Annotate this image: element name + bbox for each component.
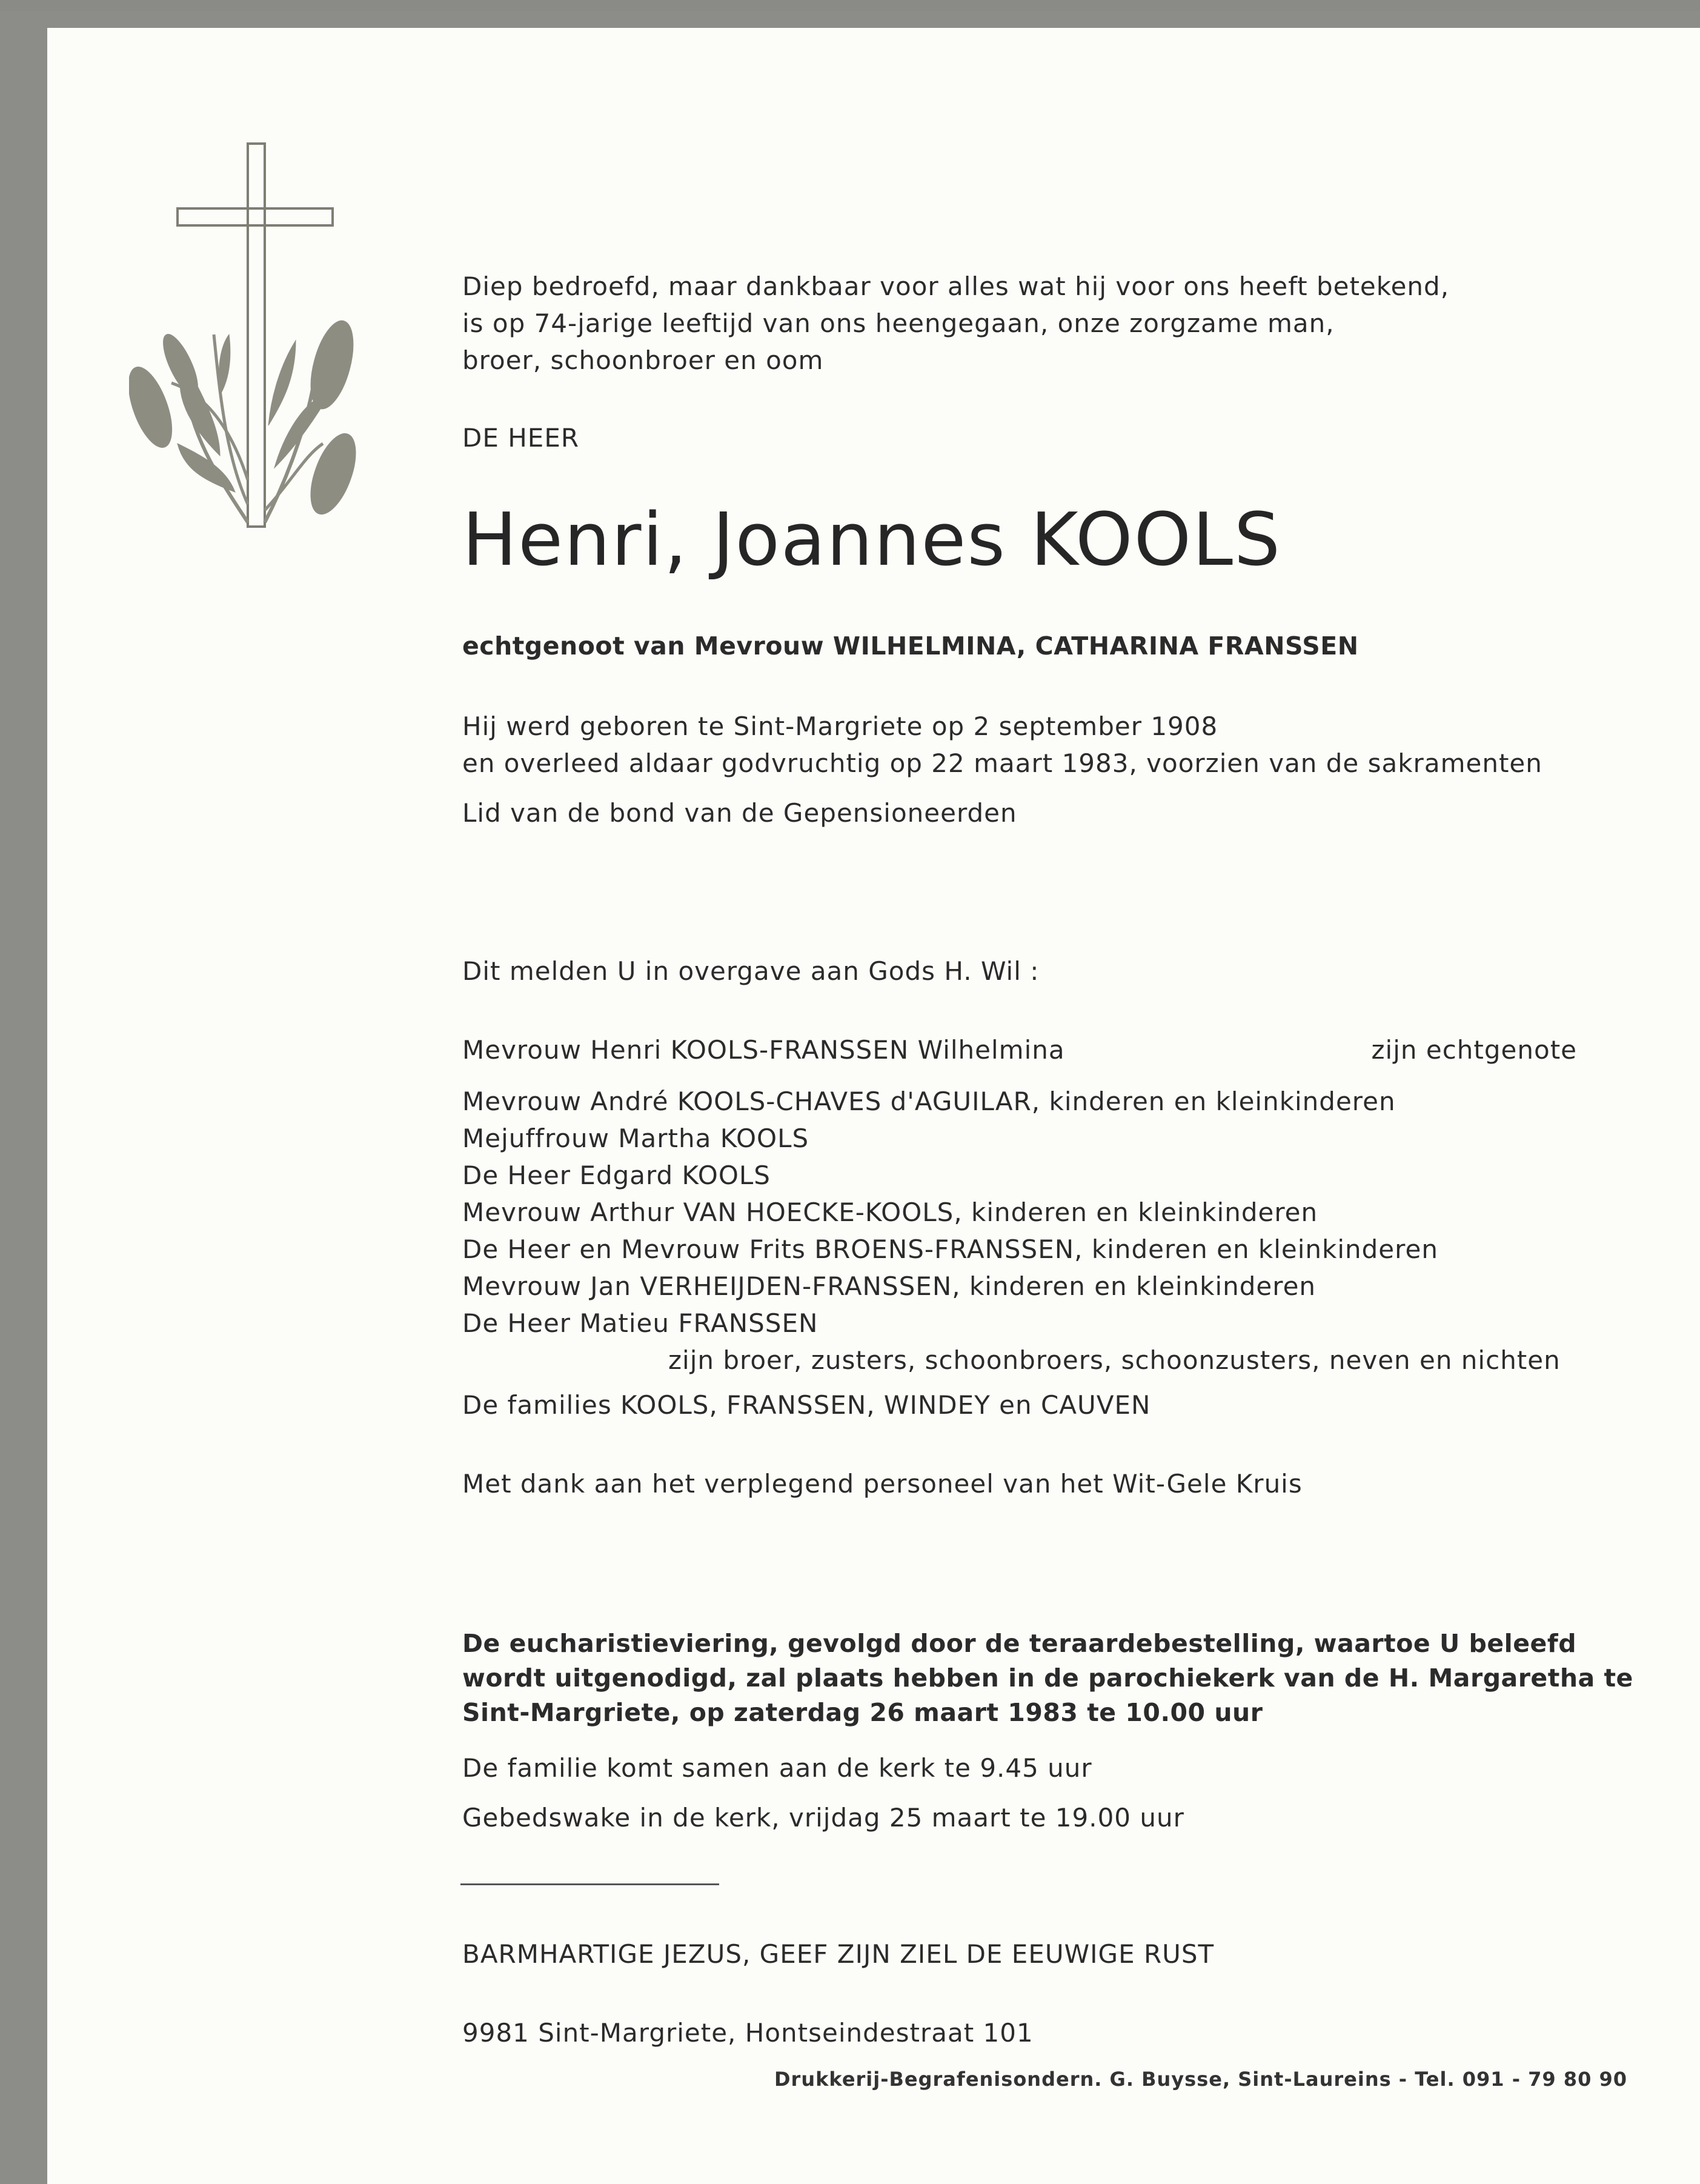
family-member: Mevrouw André KOOLS-CHAVES d'AGUILAR, kinderen en kleinkinderen [462,1087,1396,1116]
honorific: DE HEER [462,423,580,453]
family-member: De Heer Edgard KOOLS [462,1160,771,1190]
spouse-line: echtgenoot van Mevrouw WILHELMINA, CATHARINA FRANSSEN [462,631,1359,661]
prayer-line: BARMHARTIGE JEZUS, GEEF ZIJN ZIEL DE EEUWIGE RUST [462,1939,1215,1969]
family-members [462,1083,1644,1379]
intro-text [462,268,1644,379]
deceased-name: Henri, Joannes KOOLS [462,498,1282,582]
intro-line: broer, schoonbroer en oom [462,345,824,375]
birth-death [462,708,1644,782]
gathering-line: De familie komt samen aan de kerk te 9.45 uur [462,1753,1092,1783]
service-line: De eucharistieviering, gevolgd door de teraardebestelling, waartoe U beleefd [462,1629,1577,1658]
family-member: De Heer Matieu FRANSSEN [462,1308,818,1338]
scan-edge [0,0,1700,11]
service-line: wordt uitgenodigd, zal plaats hebben in de parochiekerk van de H. Margaretha te [462,1663,1633,1693]
wheat-ears-icon [129,316,359,522]
membership: Lid van de bond van de Gepensioneerden [462,798,1017,828]
service-details [462,1626,1644,1730]
family-member: Mevrouw Jan VERHEIJDEN-FRANSSEN, kinderen en kleinkinderen [462,1271,1317,1301]
announcement: Dit melden U in overgave aan Gods H. Wil : [462,956,1040,986]
widow-relation-label: zijn echtgenote [1371,1035,1577,1065]
cross-wheat-emblem [129,141,359,541]
death-line: en overleed aldaar godvruchtig op 22 maart 1983, voorzien van de sakramenten [462,748,1542,778]
service-line: Sint-Margriete, op zaterdag 26 maart 1983 te 10.00 uur [462,1698,1263,1727]
thanks-line: Met dank aan het verplegend personeel van het Wit-Gele Kruis [462,1469,1303,1499]
wake-line: Gebedswake in de kerk, vrijdag 25 maart te 19.00 uur [462,1803,1184,1833]
families-line: De families KOOLS, FRANSSEN, WINDEY en CAUVEN [462,1390,1151,1420]
intro-line: Diep bedroefd, maar dankbaar voor alles wat hij voor ons heeft betekend, [462,271,1450,301]
family-member: Mejuffrouw Martha KOOLS [462,1124,809,1153]
address-line: 9981 Sint-Margriete, Hontseindestraat 101 [462,2018,1034,2048]
family-member: De Heer en Mevrouw Frits BROENS-FRANSSEN, kinderen en kleinkinderen [462,1234,1438,1264]
family-member: Mevrouw Arthur VAN HOECKE-KOOLS, kinderen en kleinkinderen [462,1197,1318,1227]
widow-name: Mevrouw Henri KOOLS-FRANSSEN Wilhelmina [462,1035,1065,1065]
intro-line: is op 74-jarige leeftijd van ons heengegaan, onze zorgzame man, [462,308,1335,338]
birth-line: Hij werd geboren te Sint-Margriete op 2 september 1908 [462,711,1218,741]
printer-credit: Drukkerij-Begrafenisondern. G. Buysse, Sint-Laureins - Tel. 091 - 79 80 90 [774,2068,1627,2091]
divider [460,1883,719,1885]
family-relations: zijn broer, zusters, schoonbroers, schoonzusters, neven en nichten [668,1345,1561,1375]
